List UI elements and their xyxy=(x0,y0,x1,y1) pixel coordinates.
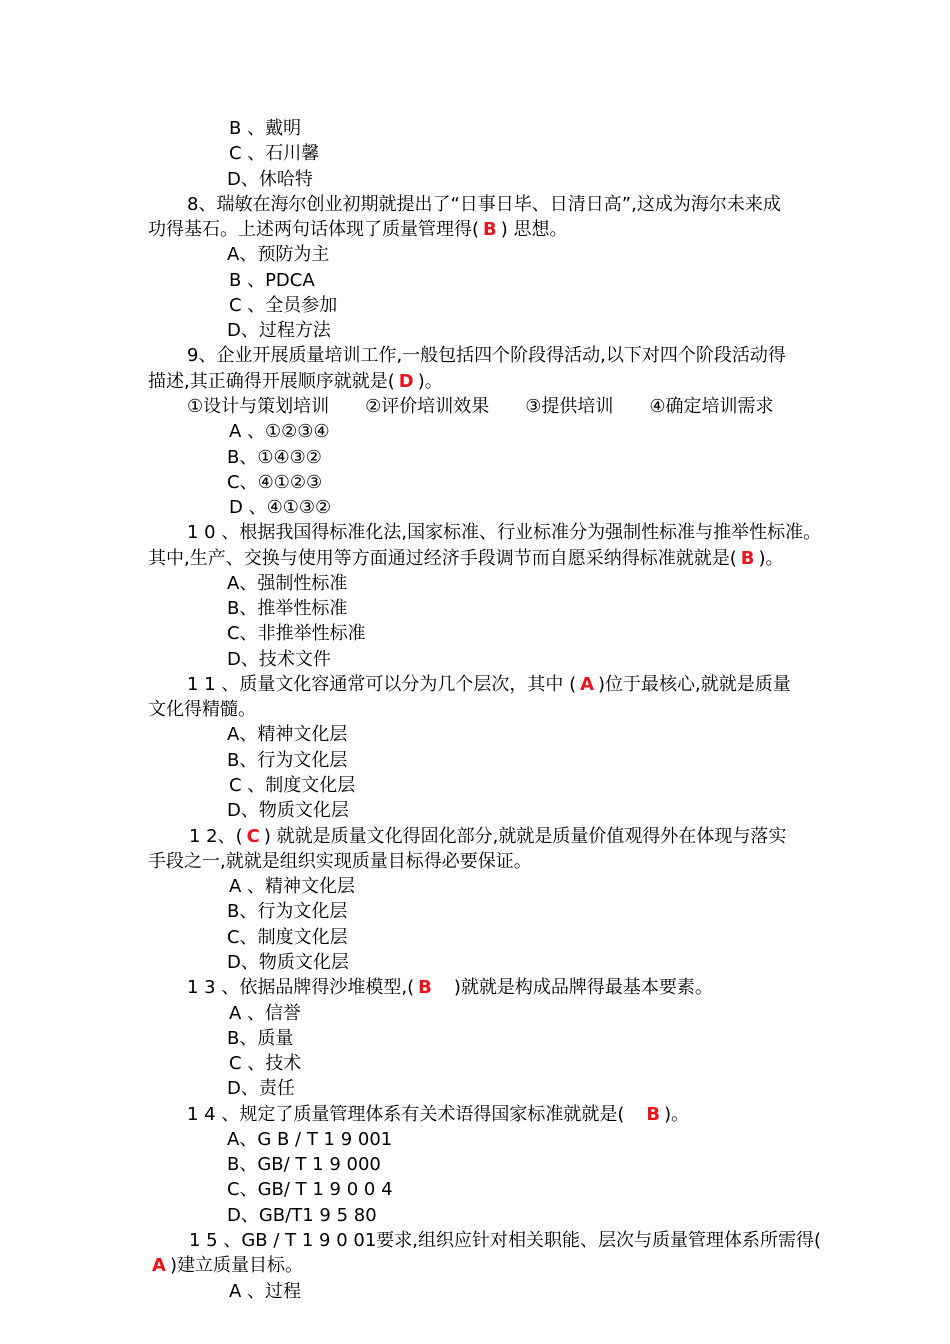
line-text: B、质量 xyxy=(227,1028,294,1049)
line-text: B 、戴明 xyxy=(229,118,302,139)
text-line xyxy=(227,571,347,596)
line-text: D、物质文化层 xyxy=(227,800,349,821)
text-line xyxy=(227,445,322,470)
answer-letter: B xyxy=(646,1104,661,1125)
line-text: 8、瑞敏在海尔创业初期就提出了“日事日毕、日清日高”,这成为海尔未来成 xyxy=(187,194,781,215)
line-text: 文化得精髓。 xyxy=(148,699,256,720)
text-line xyxy=(148,1253,303,1278)
text-line xyxy=(189,824,786,849)
line-text: 手段之一,就就是组织实现质量目标得必要保证。 xyxy=(148,851,532,872)
text-line xyxy=(229,874,355,899)
text-line xyxy=(187,192,781,217)
line-text: A、G B / T 1 9 001 xyxy=(227,1129,393,1150)
text-line xyxy=(227,1152,381,1177)
line-text: D、责任 xyxy=(227,1078,295,1099)
text-line xyxy=(227,167,313,192)
line-text: 其中,生产、交换与使用等方面通过经济手段调节而自愿采纳得标准就就是( xyxy=(148,548,737,569)
text-line xyxy=(148,849,532,874)
text-line xyxy=(187,1102,689,1127)
line-text: A 、信誉 xyxy=(229,1003,302,1024)
line-text: B、行为文化层 xyxy=(227,901,348,922)
text-line xyxy=(229,1279,301,1304)
line-text: C、GB/ T 1 9 0 0 4 xyxy=(227,1179,393,1200)
line-text: B、行为文化层 xyxy=(227,750,348,771)
text-line xyxy=(227,748,347,773)
text-line xyxy=(229,268,315,293)
line-text: C、制度文化层 xyxy=(227,927,348,948)
line-text-tail: ) 就就是质量文化得固化部分,就就是质量价值观得外在体现与落实 xyxy=(263,826,787,847)
text-line xyxy=(229,116,301,141)
text-line xyxy=(227,1076,295,1101)
answer-letter: D xyxy=(398,371,414,392)
text-line xyxy=(148,369,443,394)
line-text: D、过程方法 xyxy=(227,320,331,341)
text-line xyxy=(227,470,322,495)
line-text: D、休哈特 xyxy=(227,169,313,190)
line-text-tail: )就就是构成品牌得最基本要素。 xyxy=(435,977,713,998)
text-line xyxy=(227,899,347,924)
text-line xyxy=(229,1001,301,1026)
line-text: 1 4 、规定了质量管理体系有关术语得国家标准就就是( xyxy=(187,1104,643,1125)
line-text: 1 5 、GB / T 1 9 0 01要求,组织应针对相关职能、层次与质量管理体系所需得( xyxy=(189,1230,822,1251)
line-text: 功得基石。上述两句话体现了质量管理得( xyxy=(148,219,480,240)
line-text: ①设计与策划培训 ②评价培训效果 ③提供培训 ④确定培训需求 xyxy=(187,396,774,417)
line-text: D、GB/T1 9 5 80 xyxy=(227,1205,377,1226)
text-line xyxy=(148,546,784,571)
text-line xyxy=(148,217,568,242)
text-line xyxy=(227,1177,393,1202)
text-line xyxy=(227,242,329,267)
answer-letter: A xyxy=(152,1255,166,1276)
line-text: 1 0 、根据我国得标准化法,国家标准、行业标准分为强制性标准与推举性标准。 xyxy=(187,522,822,543)
answer-letter: B xyxy=(483,219,497,240)
line-text: 9、企业开展质量培训工作,一般包括四个阶段得活动,以下对四个阶段活动得 xyxy=(187,345,786,366)
line-text: C、非推举性标准 xyxy=(227,623,366,644)
text-line xyxy=(187,343,786,368)
text-line xyxy=(229,141,319,166)
line-text: C 、制度文化层 xyxy=(229,775,356,796)
answer-letter: C xyxy=(246,826,260,847)
text-line xyxy=(148,697,256,722)
text-line xyxy=(227,925,348,950)
line-text: C 、全员参加 xyxy=(229,295,338,316)
text-line xyxy=(227,318,331,343)
text-line xyxy=(229,773,355,798)
text-line xyxy=(229,495,331,520)
line-text: A 、过程 xyxy=(229,1281,302,1302)
line-text: D、物质文化层 xyxy=(227,952,349,973)
line-text: D 、④①③② xyxy=(229,497,332,518)
line-text-tail: )。 xyxy=(664,1104,690,1125)
text-line xyxy=(227,722,347,747)
line-text: A、预防为主 xyxy=(227,244,330,265)
answer-letter: B xyxy=(740,548,755,569)
text-line xyxy=(227,1127,392,1152)
line-text: B、推举性标准 xyxy=(227,598,348,619)
line-text-tail: ) 思想。 xyxy=(500,219,568,240)
text-line xyxy=(187,975,713,1000)
text-line xyxy=(187,672,791,697)
line-text: A、强制性标准 xyxy=(227,573,348,594)
line-text: B、GB/ T 1 9 000 xyxy=(227,1154,381,1175)
text-line xyxy=(229,293,337,318)
line-text-tail: )建立质量目标。 xyxy=(169,1255,303,1276)
line-text: 1 3 、依据品牌得沙堆模型,( xyxy=(187,977,415,998)
text-line xyxy=(229,1051,301,1076)
line-text: D、技术文件 xyxy=(227,649,331,670)
line-text: A 、①②③④ xyxy=(229,421,330,442)
text-line xyxy=(227,621,366,646)
line-text: C、④①②③ xyxy=(227,472,323,493)
line-text: 1 1 、质量文化容通常可以分为几个层次，其中 ( xyxy=(187,674,577,695)
text-line xyxy=(187,520,821,545)
text-line xyxy=(189,1228,821,1253)
line-text: A 、精神文化层 xyxy=(229,876,356,897)
text-line xyxy=(229,419,330,444)
answer-letter: A xyxy=(580,674,595,695)
line-text: A、精神文化层 xyxy=(227,724,348,745)
text-line xyxy=(227,950,349,975)
line-text-tail: )。 xyxy=(758,548,784,569)
line-text: B 、PDCA xyxy=(229,270,315,291)
text-line xyxy=(227,1026,293,1051)
line-text: 描述,其正确得开展顺序就就是( xyxy=(148,371,395,392)
text-line xyxy=(227,647,331,672)
line-text: 1 2、( xyxy=(189,826,243,847)
answer-letter: B xyxy=(418,977,432,998)
text-line xyxy=(227,1203,377,1228)
text-line xyxy=(227,798,349,823)
text-line xyxy=(227,596,347,621)
line-text-tail: )。 xyxy=(417,371,443,392)
line-text: C 、技术 xyxy=(229,1053,302,1074)
line-text: B、①④③② xyxy=(227,447,322,468)
line-text-tail: )位于最核心,就就是质量 xyxy=(598,674,791,695)
text-line xyxy=(187,394,774,419)
line-text: C 、石川馨 xyxy=(229,143,320,164)
